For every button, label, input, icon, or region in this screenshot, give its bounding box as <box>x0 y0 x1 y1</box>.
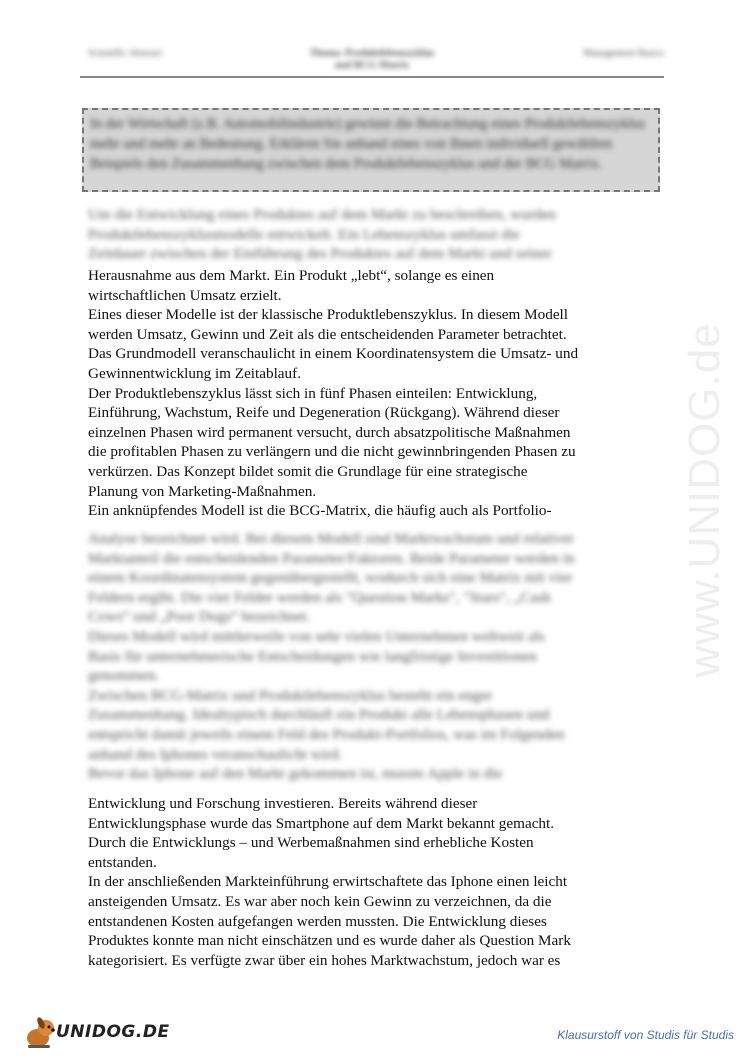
page-header <box>80 44 664 76</box>
watermark <box>680 270 729 730</box>
header-right: Management Basics <box>583 48 664 59</box>
text-line: Das Grundmodell veranschaulicht in einem Koordinatensystem die Umsatz- und <box>88 345 579 363</box>
text-line: Der Produktlebenszyklus lässt sich in fünf Phasen einteilen: Entwicklung, <box>88 384 538 402</box>
text-line: anhand des Iphones veranschaulicht wird. <box>88 745 343 763</box>
text-line: werden Umsatz, Gewinn und Zeit als die entscheidenden Parameter betrachtet. <box>88 325 567 343</box>
text-line: Zeitdauer zwischen der Einführung des Produktes auf dem Markt und seiner <box>88 245 552 263</box>
text-line: Produktes konnte man nicht einschätzen und es wurde daher als Question Mark <box>88 932 571 950</box>
text-line: Feldern ergibt. Die vier Felder werden als "Question Marks", "Stars", „Cash <box>88 588 551 606</box>
text-line: Eines dieser Modelle ist der klassische Produktlebenszyklus. In diesem Modell <box>88 306 569 324</box>
text-line: Planung von Marketing-Maßnahmen. <box>88 482 317 500</box>
text-line: Basis für unternehmerische Entscheidungen wie langfristige Investitionen <box>88 647 537 665</box>
text-line: Gewinnentwicklung im Zeitablauf. <box>88 364 301 382</box>
task-box <box>82 108 660 192</box>
text-line: einzelnen Phasen wird permanent versucht, durch absatzpolitische Maßnahmen <box>88 423 571 441</box>
text-line: genommen. <box>88 667 160 685</box>
text-line: Ein anknüpfendes Modell ist die BCG-Matrix, die häufig auch als Portfolio- <box>88 502 552 520</box>
text-line: Entwicklung und Forschung investieren. Bereits während dieser <box>88 795 478 812</box>
text-line: Einführung, Wachstum, Reife und Degeneration (Rückgang). Während dieser <box>88 404 560 422</box>
footer-slogan: Klausurstoff von Studis für Studis <box>557 1028 734 1042</box>
header-divider <box>80 76 664 78</box>
text-line: entspricht damit jeweils einem Feld des Produkt-Portfolios, was im Folgenden <box>88 725 565 743</box>
text-line: die profitablen Phasen zu verlängern und die nicht gewinnbringenden Phasen zu <box>88 443 576 461</box>
clear-block-2 <box>88 794 648 970</box>
text-line: ansteigenden Umsatz. Es war aber noch kein Gewinn zu verzeichnen, da die <box>88 892 552 910</box>
text-line: Bevor das Iphone auf den Markt gekommen ist, musste Apple in die <box>88 765 503 783</box>
text-line: einem Koordinatensystem gegenübergestellt, wodurch sich eine Matrix mit vier <box>88 569 573 587</box>
text-line: Zwischen BCG-Matrix und Produktlebenszyklus besteht ein enger <box>88 686 493 704</box>
text-line: Herausnahme aus dem Markt. Ein Produkt „lebt“, solange es einen <box>88 267 495 284</box>
text-line: Durch die Entwicklungs – und Werbemaßnahmen sind erhebliche Kosten <box>88 834 534 852</box>
clear-block-1 <box>88 266 648 521</box>
text-line: entstanden. <box>88 853 157 871</box>
blurred-middle <box>88 529 648 784</box>
logo-text: UNIDOG.DE <box>56 1022 170 1042</box>
text-line: Analyse bezeichnet wird. Bei diesem Modell sind Marktwachstum und relativer <box>88 530 574 547</box>
text-line: Entwicklungsphase wurde das Smartphone auf dem Markt bekannt gemacht. <box>88 814 555 832</box>
blurred-intro <box>88 205 648 264</box>
task-text: In der Wirtschaft (z.B. Automobilindustrie) gewinnt die Betrachtung eines Produktlebenszyklus mehr und mehr an Bedeutung. Erklären Sie anhand eines von Ihnen individuell gewählten Beispiels den Zusammenhang zwischen dem Produktlebenszyklus und der BCG Matrix. <box>90 116 646 172</box>
text-line: Um die Entwicklung eines Produktes auf dem Markt zu beschreiben, wurden <box>88 206 556 223</box>
watermark-text: www.UNIDOG.de <box>680 322 729 678</box>
text-line: Cows“ und „Poor Dogs“ bezeichnet. <box>88 608 311 626</box>
text-line: Zusammenhang. Idealtypisch durchläuft ein Produkt alle Lebensphasen und <box>88 706 550 724</box>
text-line: Marktanteil die entscheidenden Parameter/Faktoren. Beide Parameter werden in <box>88 549 575 567</box>
text-line: verkürzen. Das Konzept bildet somit die Grundlage für eine strategische <box>88 462 528 480</box>
header-title-line2: und BCG-Matrix <box>334 60 410 71</box>
text-line: wirtschaftlichen Umsatz erzielt. <box>88 286 282 304</box>
text-line: kategorisiert. Es verfügte zwar über ein hohes Marktwachstum, jedoch war es <box>88 951 561 969</box>
header-left: Scientific Abstract <box>88 48 163 59</box>
header-title-line1: Thema: Produktlebenszyklus <box>309 48 435 59</box>
header-title <box>80 48 664 72</box>
text-line: entstandenen Kosten aufgefangen werden mussten. Die Entwicklung dieses <box>88 912 547 930</box>
unidog-logo <box>22 1012 170 1052</box>
text-line: Dieses Modell wird mittlerweile von sehr vielen Unternehmen weltweit als <box>88 627 545 645</box>
text-line: In der anschließenden Markteinführung erwirtschaftete das Iphone einen leicht <box>88 873 568 891</box>
text-line: Produktlebenszyklusmodelle entwickelt. Ein Lebenszyklus umfasst die <box>88 225 520 243</box>
